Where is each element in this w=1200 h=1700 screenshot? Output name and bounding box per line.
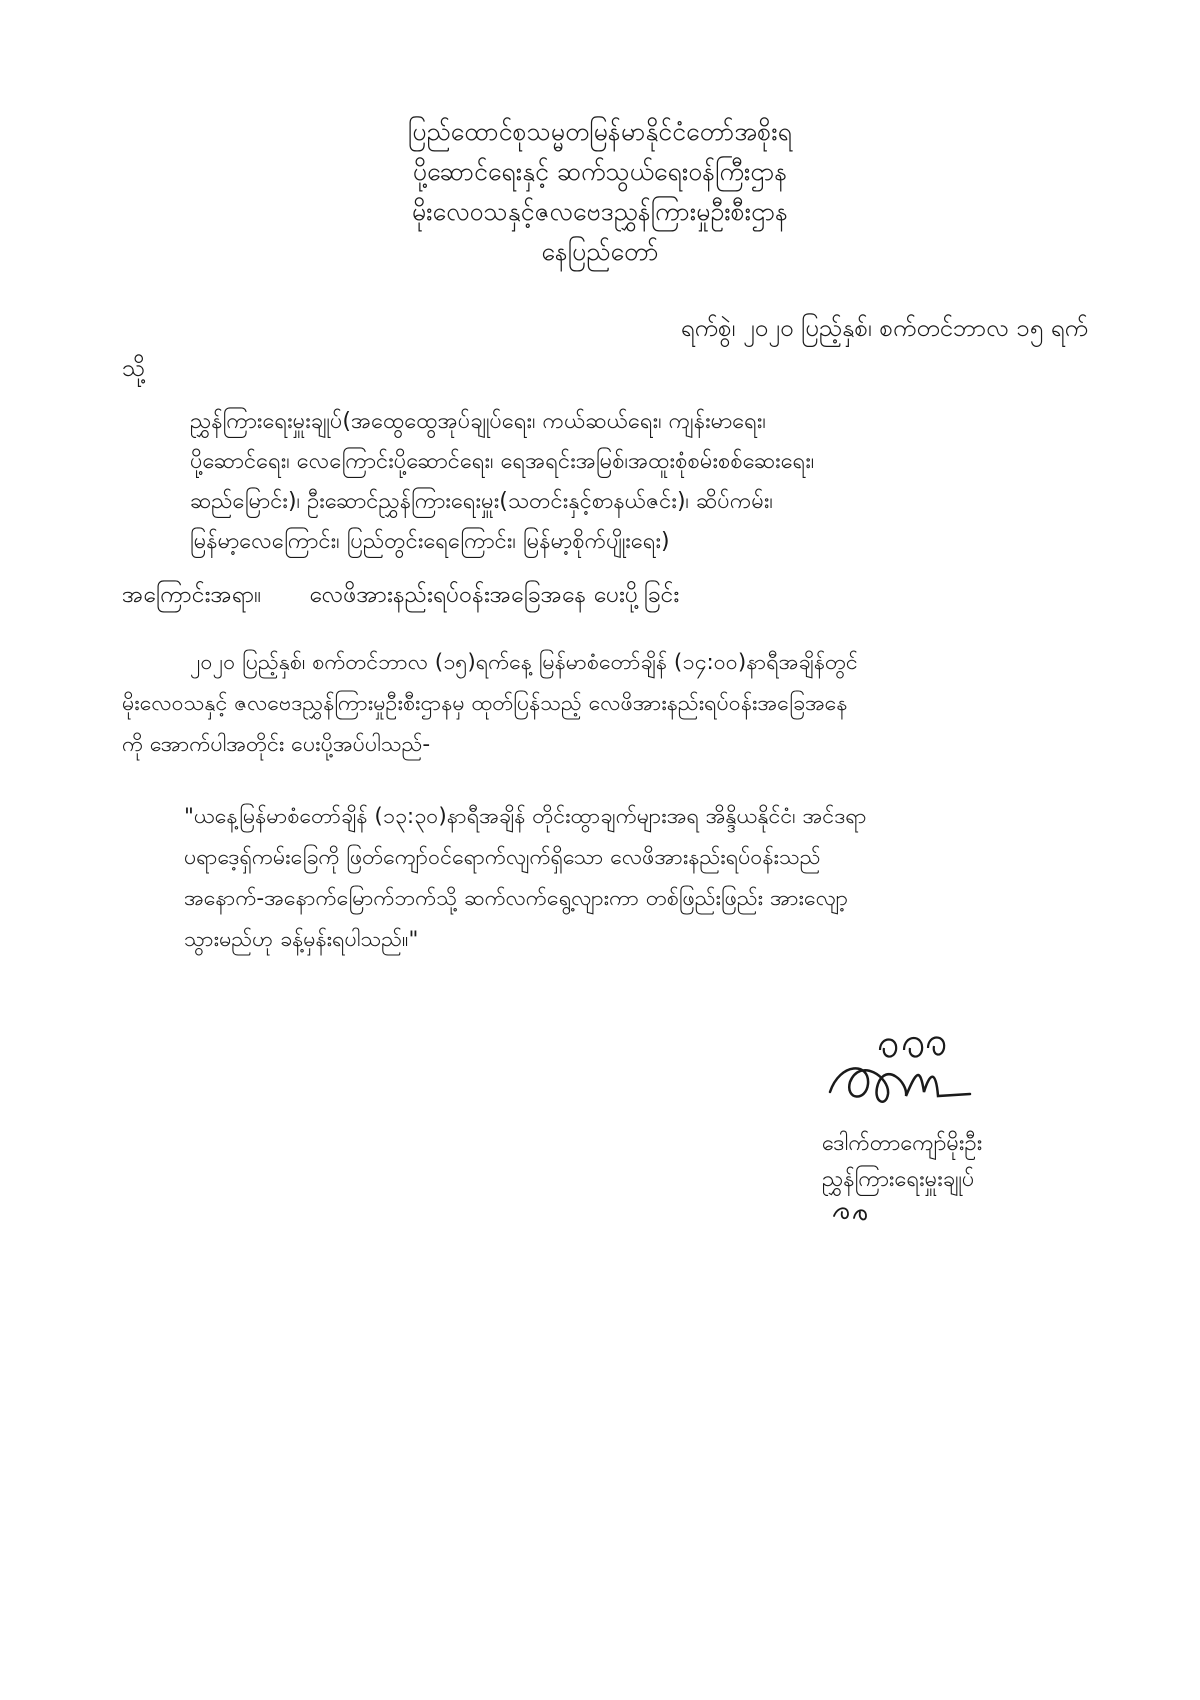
recipient-line: ဆည်မြောင်း)၊ ဦးဆောင်ညွှန်ကြားရေးမှူး(သတင်းနှင့်စာနယ်ဇင်း)၊ ဆိပ်ကမ်း၊ — [190, 489, 773, 514]
letterhead-government: ပြည်ထောင်စုသမ္မတမြန်မာနိုင်ငံတော်အစိုးရ — [408, 117, 792, 146]
letterhead — [0, 112, 1200, 272]
body-line: မိုးလေဝသနှင့် ဇလဗေဒညွှန်ကြားမှုဦးစီးဌာနမှ ထုတ်ပြန်သည့် လေဖိအားနည်းရပ်ဝန်းအခြေအနေ — [122, 691, 848, 716]
quote-line: သွားမည်ဟု ခန့်မှန်းရပါသည်။" — [184, 927, 419, 952]
quote-line: အနောက်-အနောက်မြောက်ဘက်သို့ ဆက်လက်ရွေ့လျားကာ တစ်ဖြည်းဖြည်း အားလျော့ — [184, 886, 849, 911]
to-label: သို့ — [122, 354, 146, 382]
body-paragraph — [122, 642, 1092, 765]
letterhead-department: မိုးလေဝသနှင့်ဇလဗေဒညွှန်ကြားမှုဦးစီးဌာန — [411, 197, 789, 226]
signatory-title: ညွှန်ကြားရေးမှူးချုပ် — [822, 1167, 975, 1192]
recipient-block — [190, 402, 1070, 562]
quote-line: ပရာဒေ့ရှ်ကမ်းခြေကို ဖြတ်ကျော်ဝင်ရောက်လျက်ရှိသော လေဖိအားနည်းရပ်ဝန်းသည် — [184, 845, 821, 870]
letter-date: ရက်စွဲ၊ ၂၀၂၀ ပြည့်နှစ်၊ စက်တင်ဘာလ ၁၅ ရက် — [680, 314, 1088, 342]
subject-text: လေဖိအားနည်းရပ်ဝန်းအခြေအနေ ပေးပို့ခြင်း — [309, 582, 680, 608]
letterhead-city: နေပြည်တော် — [541, 237, 659, 266]
quote-line: "ယနေ့မြန်မာစံတော်ချိန် (၁၃:၃၀)နာရီအချိန် တိုင်းထွာချက်များအရ အိန္ဒိယနိုင်ငံ၊ အင်ဒရာ — [184, 804, 867, 829]
subject-line — [122, 580, 679, 614]
recipient-line: ညွှန်ကြားရေးမှူးချုပ်(အထွေထွေအုပ်ချုပ်ရေး၊ ကယ်ဆယ်ရေး၊ ကျန်းမာရေး၊ — [190, 409, 766, 434]
handwritten-initial — [830, 1200, 880, 1224]
signatory-name: ဒေါက်တာကျော်မိုးဦး — [822, 1131, 983, 1156]
letterhead-ministry: ပို့ဆောင်ရေးနှင့် ဆက်သွယ်ရေးဝန်ကြီးဌာန — [412, 157, 788, 186]
recipient-line: မြန်မာ့လေကြောင်း၊ ပြည်တွင်းရေကြောင်း၊ မြန်မာ့စိုက်ပျိုးရေး) — [190, 529, 670, 554]
subject-label: အကြောင်းအရာ။ — [122, 582, 262, 608]
handwritten-signature — [820, 1022, 990, 1122]
body-line: ၂၀၂၀ ပြည့်နှစ်၊ စက်တင်ဘာလ (၁၅)ရက်နေ့ မြန်မာစံတော်ချိန် (၁၄:၀၀)နာရီအချိန်တွင် — [190, 650, 858, 675]
body-line: ကို အောက်ပါအတိုင်း ပေးပို့အပ်ပါသည်- — [122, 732, 431, 757]
quoted-bulletin — [184, 796, 1084, 960]
recipient-line: ပို့ဆောင်ရေး၊ လေကြောင်းပို့ဆောင်ရေး၊ ရေအရင်းအမြစ်၊အထူးစုံစမ်းစစ်ဆေးရေး၊ — [190, 449, 815, 474]
